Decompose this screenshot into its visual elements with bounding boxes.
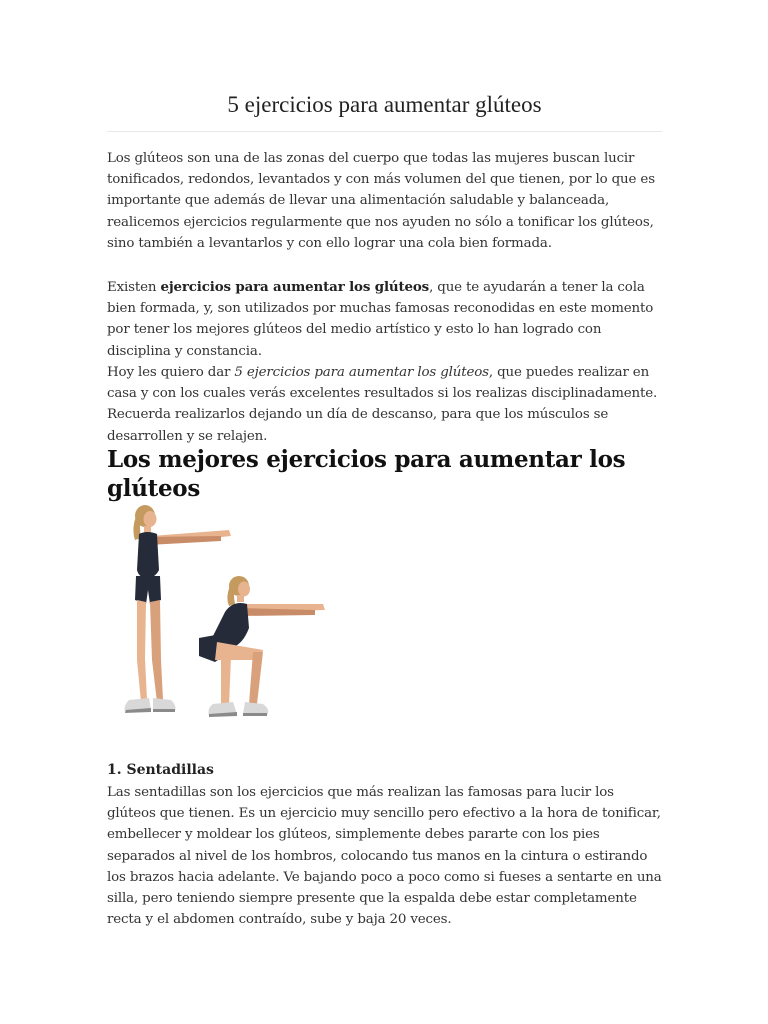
title-divider bbox=[107, 131, 662, 132]
exercise-1-text: Las sentadillas son los ejercicios que más realizan las famosas para lucir los glúteos que tienen. Es un ejercicio muy sencillo pero efectivo a la hora de tonificar, embellecer y moldear los glúteos, simplemente debes pararte con los pies separados al nivel de los hombros, colocando tus manos en la cintura o estirando los brazos hacia adelante. Ve bajando poco a poco como si fueses a sentarte en una silla, pero teniendo siempre presente que la espalda debe estar completamente recta y el abdomen contraído, sube y baja 20 veces. bbox=[107, 785, 662, 928]
para2-bold: ejercicios para aumentar los glúteos bbox=[160, 279, 430, 295]
standing-woman-figure bbox=[125, 505, 232, 713]
paragraph-existen bbox=[107, 277, 662, 362]
squat-illustration bbox=[117, 500, 347, 740]
para2-post: , que te ayudarán a tener la cola bien formada, y, son utilizados por muchas famosas reconodidas en este momento por tener los mejores glúteos del medio artístico y esto lo han logrado con disciplina y constancia. bbox=[107, 280, 654, 359]
section-heading: Los mejores ejercicios para aumentar los glúteos bbox=[107, 446, 626, 502]
squatting-woman-figure bbox=[199, 576, 325, 717]
para3-italic: 5 ejercicios para aumentar los glúteos bbox=[234, 365, 489, 380]
intro-paragraph: Los glúteos son una de las zonas del cuerpo que todas las mujeres buscan lucir tonificados, redondos, levantados y con más volumen del que tienen, por lo que es importante que además de llevar una alimentación saludable y balanceada, realicemos ejercicios regularmente que nos ayuden no sólo a tonificar los glúteos, sino también a levantarlos y con ello lograr una cola bien formada. bbox=[107, 151, 655, 251]
exercise-1-heading: 1. Sentadillas bbox=[107, 762, 214, 778]
paragraph-hoy bbox=[107, 362, 662, 447]
document-title: 5 ejercicios para aumentar glúteos bbox=[227, 92, 542, 117]
para3-pre: Hoy les quiero dar bbox=[107, 365, 235, 380]
para2-pre: Existen bbox=[107, 280, 161, 295]
para3-post: , que puedes realizar en casa y con los cuales verás excelentes resultados si los realizas disciplinadamente. Recuerda realizarlos dejando un día de descanso, para que los músculos se desarrollen y se relajen. bbox=[107, 365, 658, 444]
